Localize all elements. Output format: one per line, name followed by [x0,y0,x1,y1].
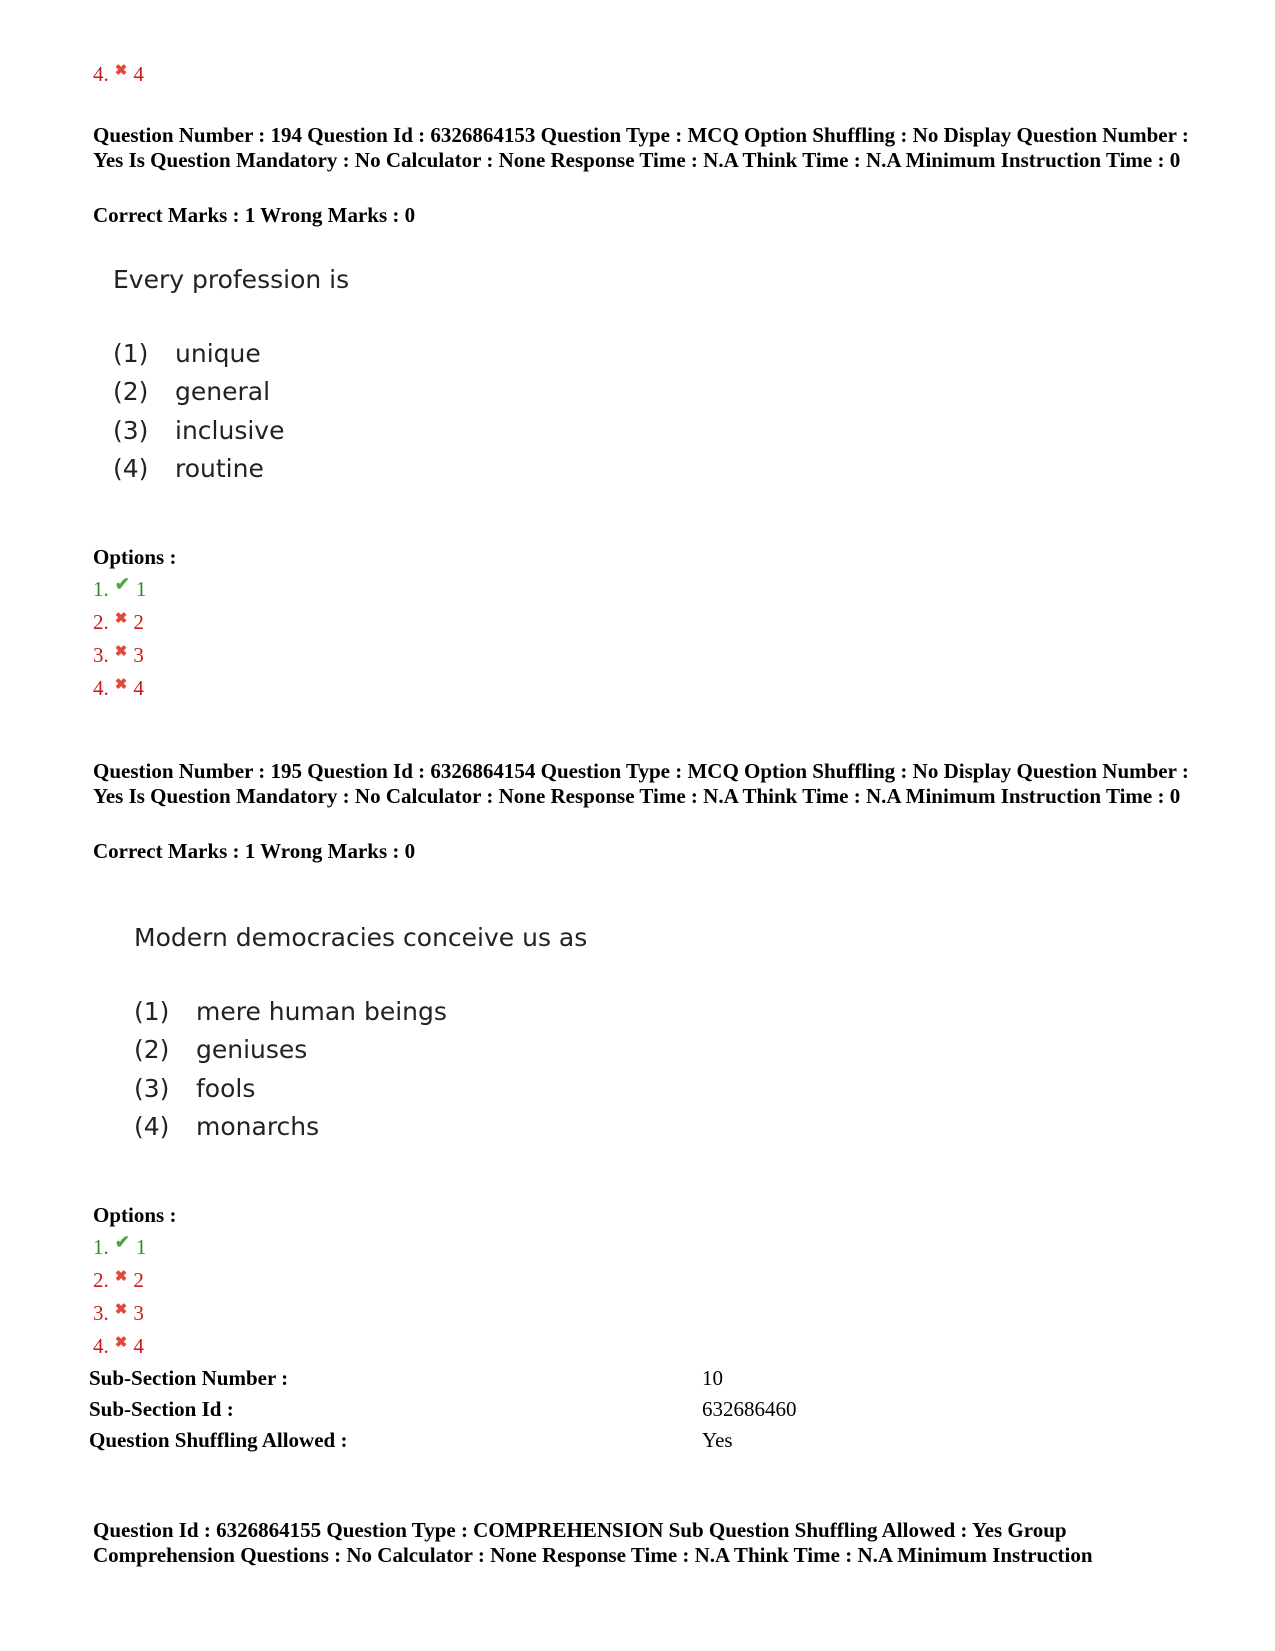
question-marks: Correct Marks : 1 Wrong Marks : 0 [93,203,416,227]
subsection-id-value: 632686460 [702,1397,797,1421]
option-item: 4. ✖ 4 [93,1334,144,1361]
option-item: 2. ✖ 2 [93,1268,144,1295]
options-label: Options : [93,545,177,569]
question-image [134,923,587,1146]
option-item: 2. ✖ 2 [93,610,144,637]
choice-row: (2) geniuses [134,1035,308,1065]
cross-icon: ✖ [114,63,128,79]
choice-row: (4) monarchs [134,1112,320,1142]
cross-icon: ✖ [114,1269,128,1285]
subsection-number-value: 10 [702,1366,723,1390]
question-meta: Question Number : 194 Question Id : 6326864153 Question Type : MCQ Option Shuffling : No Display Question Number : Yes Is Question Mandatory : No Calculator : None Response Time : N.A Think Time : N.A Minimum Instruction Time : 0 [93,123,1189,172]
cross-icon: ✖ [114,644,128,660]
cross-icon: ✖ [114,611,128,627]
cross-icon: ✖ [114,1302,128,1318]
option-item: 4. ✖ 4 [93,676,144,703]
question-shuffling-value: Yes [702,1428,733,1452]
option-item: 1. ✔ 1 [93,574,147,601]
cross-icon: ✖ [114,677,128,693]
question-shuffling-label: Question Shuffling Allowed : [89,1428,348,1452]
choice-row: (1) unique [113,338,261,368]
subsection-id-label: Sub-Section Id : [89,1397,234,1421]
question-marks: Correct Marks : 1 Wrong Marks : 0 [93,839,416,863]
option-item: 3. ✖ 3 [93,643,144,670]
choice-row: (2) general [113,377,271,407]
choice-row: (1) mere human beings [134,996,447,1026]
question-meta: Question Number : 195 Question Id : 6326864154 Question Type : MCQ Option Shuffling : No Display Question Number : Yes Is Question Mandatory : No Calculator : None Response Time : N.A Think Time : N.A Minimum Instruction Time : 0 [93,759,1189,808]
choice-row: (3) inclusive [113,415,285,445]
comprehension-meta: Question Id : 6326864155 Question Type : COMPREHENSION Sub Question Shuffling Allowed : Yes Group Comprehension Questions : No Calculator : None Response Time : N.A Think Time : N.A Minimum Instruction [93,1518,1093,1567]
question-image [113,265,349,488]
option-item: 4. ✖ 4 [93,62,144,89]
choice-row: (4) routine [113,454,264,484]
option-item: 1. ✔ 1 [93,1232,147,1259]
check-icon: ✔ [114,574,130,594]
option-item: 3. ✖ 3 [93,1301,144,1328]
choice-row: (3) fools [134,1073,256,1103]
cross-icon: ✖ [114,1335,128,1351]
question-stem: Modern democracies conceive us as [134,923,588,952]
subsection-number-label: Sub-Section Number : [89,1366,289,1390]
options-label: Options : [93,1203,177,1227]
question-stem: Every profession is [113,265,350,294]
check-icon: ✔ [114,1232,130,1252]
